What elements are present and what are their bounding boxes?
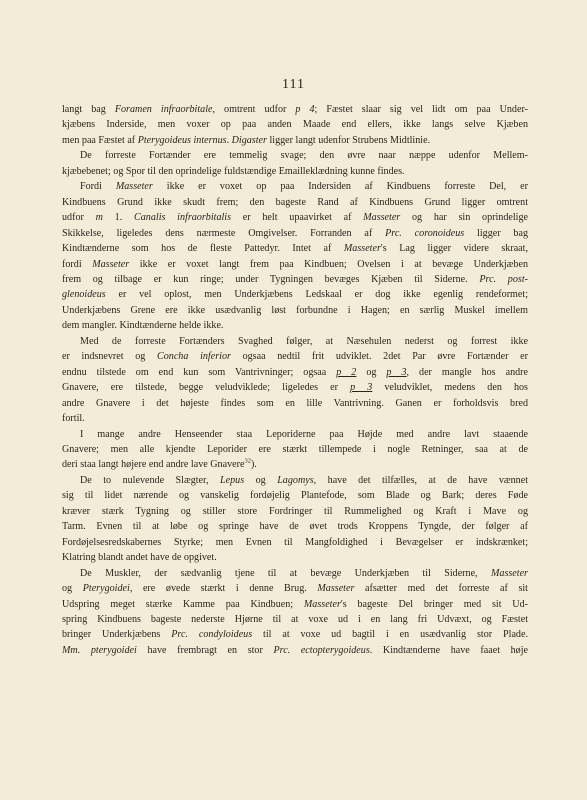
text-run: I mange andre Henseender staa Leporiderne paa Højde med andre lavt staaende: [80, 428, 528, 440]
italic-term: p 4: [295, 104, 315, 115]
text-line: [62, 257, 528, 272]
text-run: Gnavere; men alle kjendte Leporider ere stærkt tillempede i nogle Retninger, saa at de: [62, 443, 528, 455]
text-run: er vel oplost, men Underkjæbens Ledskaal er dog ikke egenlig rendeformet;: [105, 289, 528, 301]
italic-term: Canalis infraorbitalis: [134, 212, 232, 224]
text-line: [62, 195, 528, 210]
italic-term: Pterygoideus internus: [137, 134, 227, 146]
text-run: 's Lag ligger videre skraat,: [380, 243, 528, 255]
text-line: [62, 643, 528, 658]
text-run: dem mangler. Kindtænderne helde ikke.: [62, 320, 224, 332]
italic-term: Prc. condyloideus: [171, 629, 253, 641]
text-run: 's bageste Del bringer med sit Ud-: [340, 598, 528, 610]
italic-term: Foramen infraorbitale: [114, 104, 213, 115]
text-run: er indsnevret og: [62, 351, 157, 363]
text-run: Fordøjelsesredskabernes Styrke; men Evnen til Mangfoldighed i Bevægelser er indskrænket;: [62, 536, 528, 548]
text-line: [62, 148, 528, 163]
text-line: [62, 396, 528, 411]
text-run: , ere øvede stærkt i denne Brug.: [129, 583, 318, 595]
text-line: [62, 226, 528, 241]
italic-term: Concha inferior: [157, 351, 231, 363]
text-line: [62, 427, 528, 442]
text-run: udfor: [62, 212, 96, 224]
text-run: , der mangle hos andre: [406, 366, 528, 378]
text-run: kjæbens Inderside, men voxer op paa anden Maade end ellers, ikke langs selve Kjæben: [62, 119, 528, 131]
text-line: [62, 566, 528, 581]
italic-term: Lepus: [220, 474, 245, 486]
text-run: spring Kindbuens bageste nederste Hjørne til at voxe ud i en lang fri Udvæxt, og Fæstet: [62, 613, 528, 625]
text-line: [62, 133, 528, 148]
text-run: kjæbebenet; og Spor til den oprindelige fuldstændige Emailleklædning kunne findes.: [62, 165, 405, 177]
text-run: Udspring meget stærke Kamme paa Kindbuen;: [62, 598, 304, 610]
text-line: [62, 102, 528, 117]
text-run: Med de forreste Fortænders Svaghed følger, at Næsehulen nederst og forrest ikke: [80, 335, 528, 347]
text-line: [62, 581, 528, 596]
italic-term: Masseter: [92, 258, 130, 270]
page-number: 111: [282, 77, 305, 92]
text-run: De Muskler, der sædvanlig tjene til at bevæge Underkjæben til Siderne,: [80, 567, 491, 579]
text-line: [62, 380, 528, 395]
italic-term: Masseter: [343, 243, 381, 255]
text-run: deri staa langt højere end andre lave Gnavere: [62, 459, 245, 471]
text-run: De to nulevende Slægter,: [80, 474, 220, 486]
text-run: andre Gnavere i det højeste findes som en lille Vantrivning. Ganen er forholdsvis bred: [62, 397, 528, 409]
text-run: kræver stærk Tygning og stiller store Fordringer til Rummelighed og Kraft i Mave og: [62, 505, 528, 517]
text-run: Gnavere, ere tilstede, begge veludviklede; ligeledes er: [62, 382, 351, 394]
text-line: [62, 612, 528, 627]
text-line: [62, 210, 528, 225]
text-run: og: [244, 474, 278, 486]
text-line: [62, 457, 528, 472]
text-run: ikke er voxet op paa Indersiden af Kindbuens forreste Del, er: [152, 181, 528, 193]
text-run: ligger bag: [464, 227, 528, 239]
text-run: . Kindtænderne have faaet høje: [369, 644, 528, 656]
text-run: Klatring blandt andet have de opgivet.: [62, 552, 217, 564]
text-run: Skikkelse, ligeledes dens nærmeste Omgivelser. Forranden af: [62, 227, 386, 239]
text-run: Underkjæbens Grene ere ikke usædvanlig løst forbundne i Hagen; en særlig Muskel imellem: [62, 304, 528, 316]
text-run: og: [62, 583, 83, 595]
text-run: bringer Underkjæbens: [62, 629, 172, 641]
text-line: [62, 349, 528, 364]
text-run: afsætter med det forreste af sit: [354, 583, 528, 595]
text-run: ogsaa nedtil frit udviklet. 2det Par øvre Fortænder er: [230, 351, 528, 363]
italic-term: p 2: [336, 366, 357, 378]
italic-term: m: [95, 212, 103, 224]
text-run: og: [356, 366, 387, 378]
text-run: have frembragt en stor: [136, 644, 274, 656]
text-line: [62, 411, 528, 426]
text-run: frem og tilbage er kun ringe; under Tygningen bevæges Kjæben til Siderne.: [62, 273, 480, 285]
text-run: veludviklet, medens den hos: [372, 382, 528, 394]
italic-term: Lagomys: [277, 474, 314, 486]
italic-term: Pterygoidei: [82, 583, 130, 595]
text-line: [62, 179, 528, 194]
text-run: ).: [250, 459, 257, 471]
italic-term: Masseter: [317, 583, 355, 595]
italic-term: p 3: [386, 366, 407, 378]
text-run: men paa Fæstet af: [62, 134, 138, 146]
italic-term: Mm. pterygoidei: [62, 644, 137, 656]
text-run: 1.: [102, 212, 135, 224]
text-run: Fordi: [80, 181, 116, 193]
text-run: fordi: [62, 258, 93, 270]
italic-term: Masseter: [115, 181, 153, 193]
text-line: [62, 318, 528, 333]
text-run: endnu tilstede om end kun som Vantrivninger; ogsaa: [62, 366, 337, 378]
body-text: [62, 102, 528, 658]
italic-term: Masseter: [363, 212, 401, 224]
text-run: fortil.: [62, 413, 85, 425]
text-line: [62, 164, 528, 179]
text-run: Kindtænderne som hos de fleste Pattedyr. Intet af: [62, 243, 344, 255]
text-run: er helt upaavirket af: [231, 212, 364, 224]
text-line: [62, 627, 528, 642]
text-run: sig til lidet nærende og vanskelig fordøjelig Plantefode, som Blade og Bark; deres Føde: [62, 490, 528, 502]
text-line: [62, 117, 528, 132]
footnote-ref: 32: [244, 458, 251, 466]
text-line: [62, 488, 528, 503]
text-run: ; Fæstet slaar sig vel lidt om paa Under-: [314, 104, 528, 115]
text-line: [62, 303, 528, 318]
text-run: og har sin oprindelige: [400, 212, 528, 224]
text-line: [62, 535, 528, 550]
text-run: til at voxe ud bagtil i en usædvanlig stor Plade.: [252, 629, 528, 641]
text-run: ikke er voxet langt frem paa Kindbuen; Ovelsen i at bevæge Underkjæben: [129, 258, 528, 270]
text-run: De forreste Fortænder ere temmelig svage; den øvre naar næppe udenfor Mellem-: [80, 150, 528, 162]
italic-term: Digaster: [231, 134, 267, 146]
italic-term: Prc. post-: [479, 273, 528, 285]
text-run: Kindbuens Grund ikke skudt frem; den bageste Rand af Kindbuens Grund ligger omtrent: [62, 196, 528, 208]
italic-term: Prc. ectopterygoideus: [273, 644, 370, 656]
text-line: [62, 334, 528, 349]
text-line: [62, 287, 528, 302]
text-run: langt bag: [62, 104, 115, 115]
text-run: ligger langt udenfor Strubens Midtlinie.: [266, 134, 431, 146]
text-run: , omtrent udfor: [212, 104, 296, 115]
text-line: [62, 597, 528, 612]
italic-term: Prc. coronoideus: [385, 227, 465, 239]
text-run: .: [226, 134, 232, 146]
text-line: [62, 504, 528, 519]
text-line: [62, 550, 528, 565]
italic-term: Masseter: [490, 567, 528, 579]
italic-term: glenoideus: [62, 289, 106, 301]
italic-term: p 3: [350, 382, 373, 394]
text-run: , have det tilfælles, at de have vænnet: [313, 474, 528, 486]
text-run: Tarm. Evnen til at løbe og springe have de øvet trods Kroppens Tyngde, der følger af: [62, 521, 528, 533]
italic-term: Masseter: [303, 598, 341, 610]
text-line: [62, 519, 528, 534]
text-line: [62, 442, 528, 457]
text-line: [62, 365, 528, 380]
text-line: [62, 241, 528, 256]
text-line: [62, 272, 528, 287]
text-line: [62, 473, 528, 488]
